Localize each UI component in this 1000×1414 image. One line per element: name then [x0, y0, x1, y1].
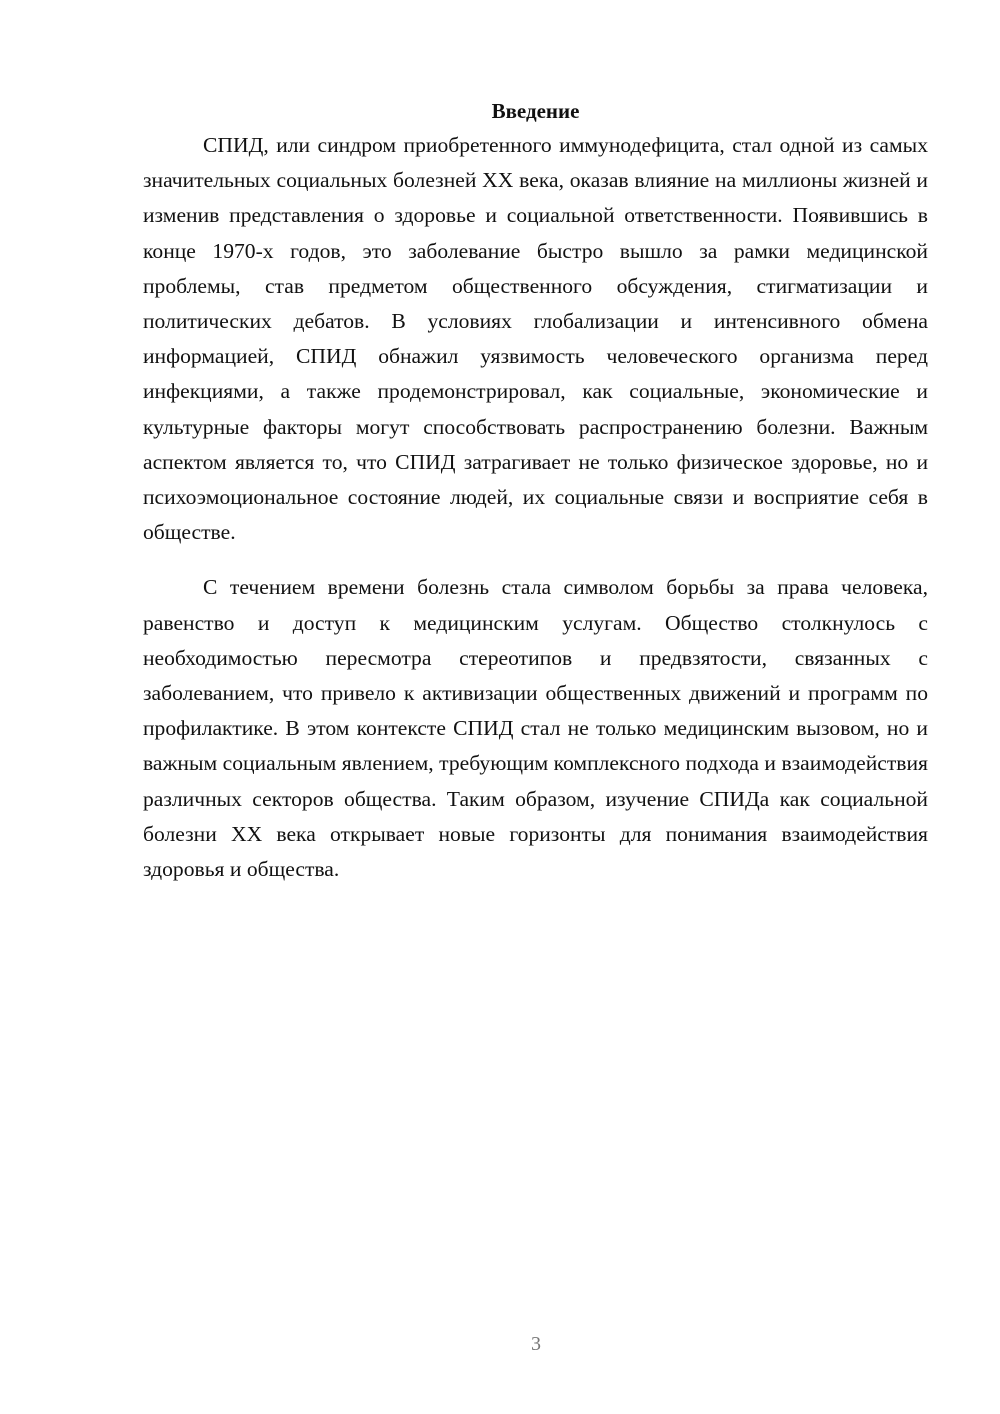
paragraph-2: С течением времени болезнь стала символом борьбы за права человека, равенство и доступ к медицинским услугам. Общество столкнулось с необходимостью пересмотра стереотипов и предвзятости, связанных с заболеванием, что привело к активизации общественных движений и программ по профилактике. В этом контексте СПИД стал не только медицинским вызовом, но и важным социальным явлением, требующим комплексного подхода и взаимодействия различных секторов общества. Таким образом, изучение СПИДа как социальной болезни XX века открывает новые горизонты для понимания взаимодействия здоровья и общества.	[143, 575, 928, 882]
page-body	[143, 96, 928, 887]
page-number: 3	[531, 1333, 541, 1355]
paragraph-1: СПИД, или синдром приобретенного иммунодефицита, стал одной из самых значительных социальных болезней XX века, оказав влияние на миллионы жизней и изменив представления о здоровье и социальной ответственности. Появившись в конце 1970-х годов, это заболевание быстро вышло за рамки медицинской проблемы, став предметом общественного обсуждения, стигматизации и политических дебатов. В условиях глобализации и интенсивного обмена информацией, СПИД обнажил уязвимость человеческого организма перед инфекциями, а также продемонстрировал, как социальные, экономические и культурные факторы могут способствовать распространению болезни. Важным аспектом является то, что СПИД затрагивает не только физическое здоровье, но и психоэмоциональное состояние людей, их социальные связи и восприятие себя в обществе.	[143, 133, 928, 545]
section-heading: Введение	[491, 99, 580, 123]
